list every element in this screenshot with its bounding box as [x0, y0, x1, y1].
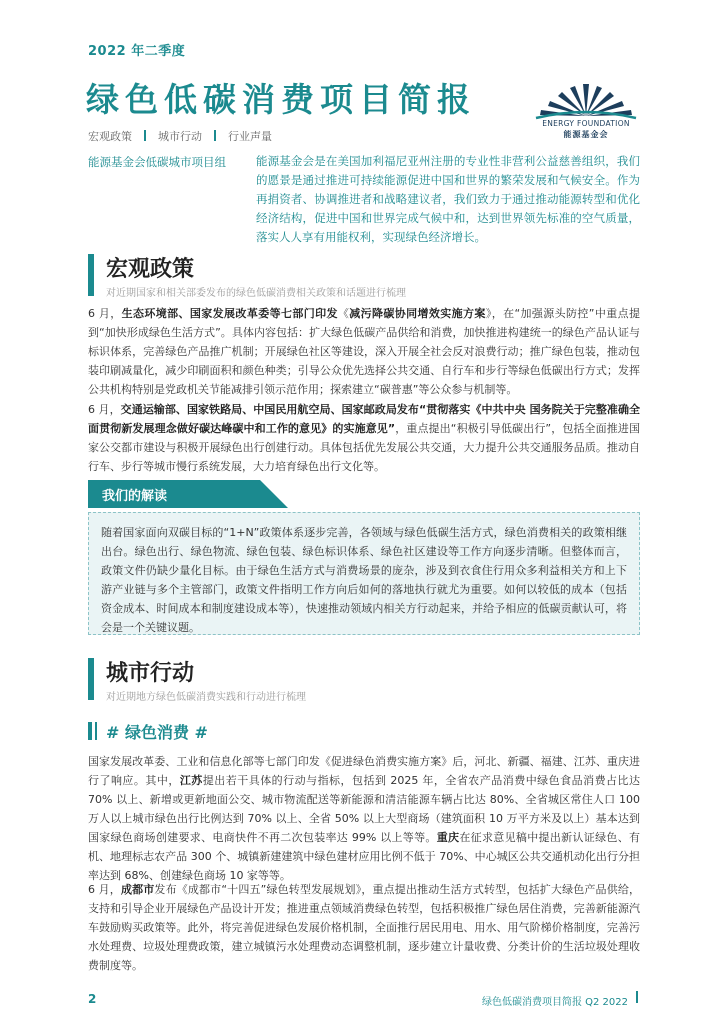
interpretation-text: 随着国家面向双碳目标的“1+N”政策体系逐步完善，各领域与绿色低碳生活方式，绿色消费相关的政策相继出台。绿色出行、绿色物流、绿色包装、绿色标识体系、绿色社区建设等工作方向逐步清晰。但整体而言，政策文件仍缺少量化目标。由于绿色生活方式与消费场景的庞杂，涉及到衣食住行用众多利益相关方和上下游产业链与多个主管部门，政策文件指明工作方向后如何的落地执行就尤为重要。如何以较低的成本（包括资金成本、时间成本和制度建设成本等），快速推动领域内相关方行动起来，并给予相应的低碳贡献认可，将会是一个关键议题。 [101, 526, 627, 634]
plan-name: 减污降碳协同增效实施方案 [349, 307, 486, 320]
section-title-city: 城市行动 [106, 661, 195, 686]
section-bar [88, 658, 94, 700]
org-name: 能源基金会低碳城市项目组 [88, 155, 226, 169]
agencies-text: 生态环境部、国家发展改革委等七部门印发 [121, 307, 338, 320]
city-paragraph-2 [88, 880, 640, 975]
topic-title: # 绿色消费 # [106, 723, 208, 742]
section-subtitle-macro: 对近期国家和相关部委发布的绿色低碳消费相关政策和话题进行梳理 [106, 288, 406, 299]
macro-paragraph-1 [88, 304, 640, 399]
nav-divider [214, 130, 216, 141]
report-title: 绿色低碳消费项目简报 [86, 80, 476, 119]
nav-item-macro-policy[interactable]: 宏观政策 [88, 130, 132, 143]
interpretation-box [88, 512, 640, 635]
report-quarter: 2022 年二季度 [88, 44, 186, 59]
macro-paragraph-2 [88, 400, 640, 476]
agencies-text: 交通运输部、国家铁路局、中国民用航空局、国家邮政局发布“贯彻落实《中共中央 国务院关于完整准确全面贯彻新发展理念做好碳达峰碳中和工作的意见》的实施意见” [88, 403, 641, 435]
section-bar [88, 254, 94, 296]
text-run: 发布《成都市“十四五”绿色转型发展规划》，重点提出推动生活方式转型，包括扩大绿色产品供给，支持和引导企业开展绿色产品设计开发；推进重点领域消费绿色转型，包括积极推广绿色居住消费，完善新能源汽车鼓励购买政策等。此外，将完善促进绿色发展价格机制，全面推行居民用电、用水、用气阶梯价格制度，完善污水处理费、垃圾处理费政策，建立城镇污水处理费动态调整机制，逐步建立计量收费、分类计价的生活垃圾处理收费制度等。 [88, 883, 640, 972]
topic-bar [88, 722, 92, 740]
province-name: 江苏 [179, 774, 203, 787]
text-run: 国家发展改革委、工业和信息化部等七部门印发《促进绿色消费实施方案》后，河北、新疆、福建、江苏、重庆进行了响应。其中， [88, 755, 640, 787]
interpretation-title: 我们的解读 [102, 489, 168, 504]
text-run: 6 月， [88, 883, 121, 896]
footer-bar [636, 991, 638, 1003]
city-name: 重庆 [436, 831, 460, 844]
text-run: 6 月， [88, 307, 122, 320]
nav-divider [144, 130, 146, 141]
text-run: 在征求意见稿中提出新认证绿色、有机、地理标志农产品 300 个、城镇新建建筑中绿色建材应用比例不低于 70%、中心城区公共交通机动化出行分担率达到 68%、创建绿色商场 10 家等等。 [88, 831, 641, 882]
page-number: 2 [88, 992, 97, 1006]
text-run: 6 月， [88, 403, 121, 416]
text-run: 《 [337, 307, 350, 320]
footer-title: 绿色低碳消费项目简报 Q2 2022 [481, 997, 628, 1008]
logo-chinese-name: 能源基金会 [563, 130, 609, 139]
city-name: 成都市 [120, 883, 155, 896]
nav-item-city-action[interactable]: 城市行动 [158, 130, 202, 143]
text-run: 提出若干具体的行动与指标，包括到 2025 年，全省农产品消费中绿色食品消费占比达 70% 以上、新增或更新地面公交、城市物流配送等新能源和清洁能源车辆占比达 80%、全省城区常住人口 100 万人以上城市绿色出行比例达到 70% 以上、全省 50% 以上大型商场（建筑面积 10 万平方米及以上）基本达到国家绿色商场创建要求、电商快件不再二次包装率达 99% 以上等等。 [88, 774, 640, 844]
text-run: ，重点提出“积极引导低碳出行”，包括全面推进国家公交都市建设与积极开展绿色出行创建行动。具体包括优先发展公共交通，大力提升公共交通服务品质。推动自行车、步行等城市慢行系统发展，大力培育绿色出行文化等。 [88, 422, 640, 473]
org-description: 能源基金会是在美国加利福尼亚州注册的专业性非营利公益慈善组织，我们的愿景是通过推进可持续能源促进中国和世界的繁荣发展和气候安全。作为再捐资者、协调推进者和战略建议者，我们致力于通过推动能源转型和优化经济结构，促进中国和世界完成气候中和，达到世界领先标准的空气质量，落实人人享有用能权利，实现绿色经济增长。 [256, 154, 640, 244]
city-paragraph-1 [88, 752, 640, 885]
interpretation-tab [88, 480, 288, 508]
nav-item-industry-voice[interactable]: 行业声量 [228, 130, 272, 143]
section-title-macro: 宏观政策 [106, 257, 195, 282]
topic-bar [95, 722, 97, 740]
logo-english-name: ENERGY FOUNDATION [542, 119, 630, 128]
section-subtitle-city: 对近期地方绿色低碳消费实践和行动进行梳理 [106, 692, 306, 703]
section-nav [88, 128, 272, 144]
text-run: 》，在“加强源头防控”中重点提到“加快形成绿色生活方式”。具体内容包括：扩大绿色低碳产品供给和消费，加快推进构建统一的绿色产品认证与标识体系，完善绿色产品推广机制；开展绿色社区等建设，深入开展全社会反对浪费行动；推广绿色包装，推动包装印刷减量化，减少印刷面积和颜色种类；引导公众优先选择公共交通、自行车和步行等绿色低碳出行方式；发挥公共机构特别是党政机关节能减排引领示范作用；探索建立“碳普惠”等公众参与机制等。 [88, 307, 641, 396]
